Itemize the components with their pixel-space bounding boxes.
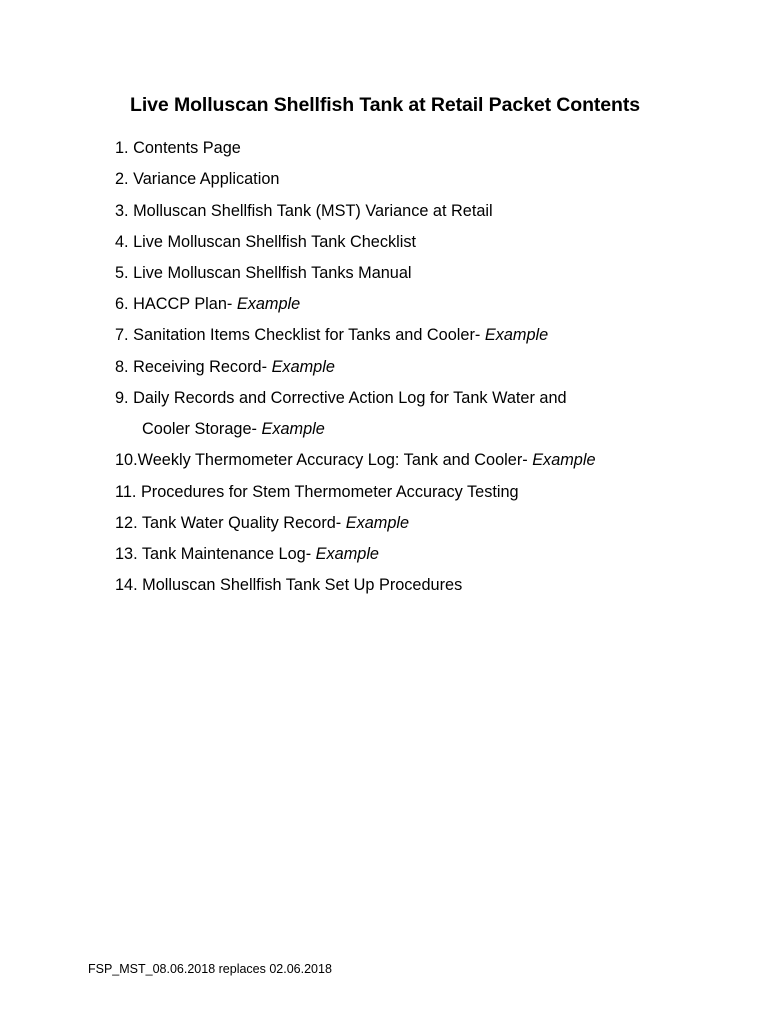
list-item: 13. Tank Maintenance Log- Example — [115, 545, 379, 563]
list-item: 14. Molluscan Shellfish Tank Set Up Procedures — [115, 576, 463, 594]
list-item: 12. Tank Water Quality Record- Example — [115, 514, 410, 532]
list-item: 1. Contents Page — [115, 139, 241, 157]
list-item: 10.Weekly Thermometer Accuracy Log: Tank and Cooler- Example — [115, 451, 596, 469]
list-item: 5. Live Molluscan Shellfish Tanks Manual — [115, 264, 412, 282]
list-item-continuation: Cooler Storage- Example — [142, 420, 325, 438]
list-item: 11. Procedures for Stem Thermometer Accuracy Testing — [115, 483, 519, 501]
document-footer: FSP_MST_08.06.2018 replaces 02.06.2018 — [88, 962, 332, 976]
list-item: 9. Daily Records and Corrective Action Log for Tank Water and — [115, 389, 567, 407]
list-item: 3. Molluscan Shellfish Tank (MST) Variance at Retail — [115, 202, 493, 220]
list-item: 6. HACCP Plan- Example — [115, 295, 301, 313]
list-item: 4. Live Molluscan Shellfish Tank Checklist — [115, 233, 417, 251]
list-item: 7. Sanitation Items Checklist for Tanks and Cooler- Example — [115, 326, 549, 344]
list-item: 8. Receiving Record- Example — [115, 358, 335, 376]
page-title: Live Molluscan Shellfish Tank at Retail Packet Contents — [130, 94, 640, 116]
list-item: 2. Variance Application — [115, 170, 280, 188]
